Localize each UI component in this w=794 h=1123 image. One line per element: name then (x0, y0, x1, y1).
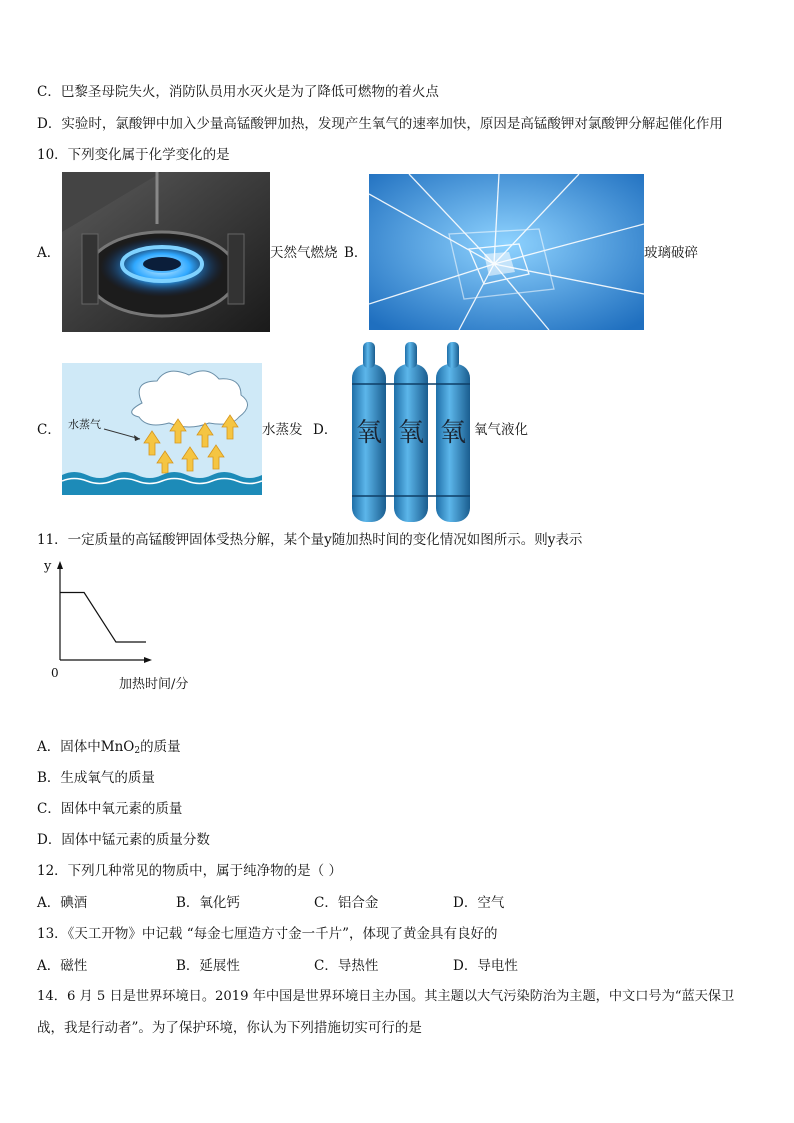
q14-stem-line2: 战，我是行动者”。为了保护环境，你认为下列措施切实可行的是 (37, 1020, 422, 1036)
q12-option-a: A．碘酒 (37, 895, 88, 911)
y-axis-arrow (57, 561, 63, 569)
q12-option-b: B．氧化钙 (176, 895, 240, 911)
q11-option-c: C．固体中氧元素的质量 (37, 801, 183, 817)
q14-stem-line1: 14．6 月 5 日是世界环境日。2019 年中国是世界环境日主办国。其主题以大气污染防治为主题，中文口号为“蓝天保卫 (37, 989, 735, 1004)
q13-option-b: B．延展性 (176, 958, 240, 974)
chart-xlabel: 加热时间/分 (119, 677, 189, 692)
q10-option-b-letter: B． (344, 245, 368, 261)
q10-option-a-text: 天然气燃烧 (270, 245, 338, 261)
series-line (60, 593, 146, 643)
q12-stem: 12．下列几种常见的物质中，属于纯净物的是（ ） (37, 863, 342, 879)
q11-option-b: B．生成氧气的质量 (37, 770, 155, 786)
q10-stem: 10．下列变化属于化学变化的是 (37, 147, 230, 163)
water-evaporation-image (62, 363, 262, 495)
q9-option-d: D．实验时，氯酸钾中加入少量高锰酸钾加热，发现产生氧气的速率加快，原因是高锰酸钾对氯酸钾分解起催化作用 (37, 116, 723, 132)
q11-option-a-sub: 2 (134, 746, 141, 756)
oxygen-cylinders-image (344, 340, 474, 522)
x-axis-arrow (144, 657, 152, 663)
water-vapor-label: 水蒸气 (68, 418, 101, 431)
q11-option-d: D．固体中锰元素的质量分数 (37, 832, 210, 848)
q10-option-a-letter: A． (37, 245, 61, 261)
q11-option-a-post: 的质量 (140, 739, 181, 755)
q12-option-d: D．空气 (453, 895, 505, 911)
q13-option-c: C．导热性 (314, 958, 379, 974)
chart-origin-label: 0 (51, 666, 59, 680)
q10-option-c-letter: C． (37, 422, 61, 438)
q13-option-d: D．导电性 (453, 958, 518, 974)
q11-stem: 11．一定质量的高锰酸钾固体受热分解，某个量y随加热时间的变化情况如图所示。则y表示 (37, 532, 583, 548)
q13-option-a: A．磁性 (37, 958, 88, 974)
q10-option-d-letter: D． (313, 422, 338, 438)
q9-option-c: C．巴黎圣母院失火，消防队员用水灭火是为了降低可燃物的着火点 (37, 84, 439, 100)
cylinder-label-3: 氧 (439, 418, 466, 448)
q10-option-c-text: 水蒸发 (262, 422, 303, 438)
gas-stove-flame-image (62, 172, 270, 332)
q11-chart (30, 555, 200, 695)
q10-option-b-text: 玻璃破碎 (644, 245, 698, 261)
q11-option-a-pre: A．固体中MnO (37, 739, 135, 755)
q10-option-d-text: 氧气液化 (474, 422, 528, 438)
q13-stem: 13．《天工开物》中记载 “每金七厘造方寸金一千片”，体现了黄金具有良好的 (37, 926, 498, 942)
broken-glass-image (369, 174, 644, 330)
chart-ylabel: y (44, 559, 52, 574)
cylinder-label-2: 氧 (397, 418, 424, 448)
cylinder-label-1: 氧 (355, 418, 382, 448)
q12-option-c: C．铝合金 (314, 895, 379, 911)
q11-option-a (37, 738, 181, 760)
